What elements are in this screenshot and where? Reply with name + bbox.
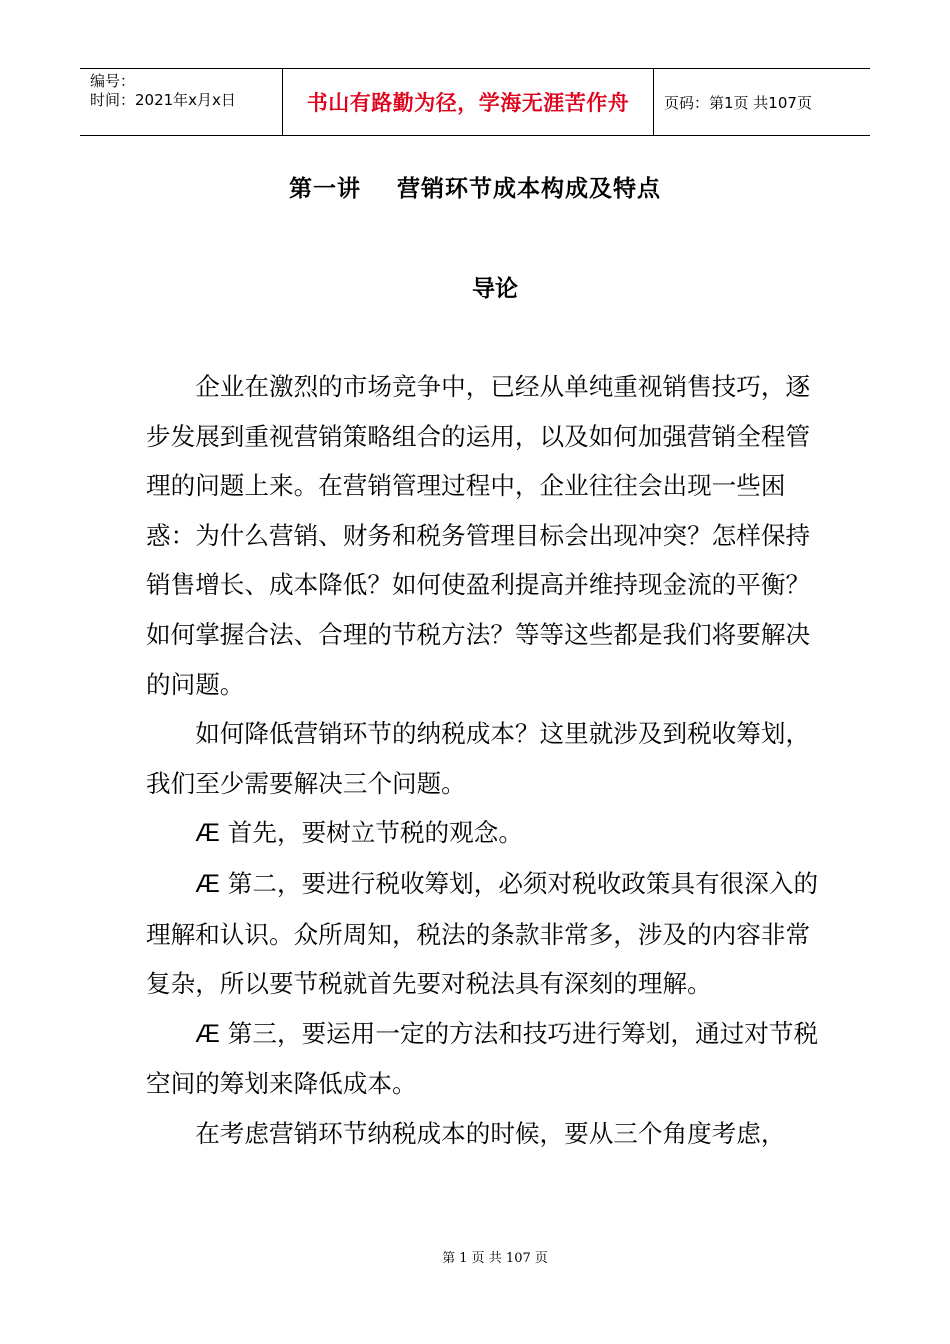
time-label: 时间：2021年x月x日 [90, 91, 236, 109]
document-body [146, 362, 826, 1159]
paragraph-text: 在考虑营销环节纳税成本的时候，要从三个角度考虑， [195, 1118, 786, 1148]
paragraph [146, 362, 826, 709]
paragraph-text: 企业在激烈的市场竞争中，已经从单纯重视销售技巧，逐步发展到重视营销策略组合的运用，以及如何加强营销全程管理的问题上来。在营销管理过程中，企业往往会出现一些困惑：为什么营销、财务和税务管理目标会出现冲突？怎样保持销售增长、成本降低？如何使盈利提高并维持现金流的平衡？如何掌握合法、合理的节税方法？等等这些都是我们将要解决的问题。 [146, 372, 811, 699]
bullet-marker: Æ [195, 820, 220, 848]
page-footer: 第 1 页 共 107 页 [442, 1251, 548, 1266]
number-label: 编号： [90, 72, 136, 90]
paragraph-text: 如何降低营销环节的纳税成本？这里就涉及到税收筹划，我们至少需要解决三个问题。 [146, 719, 811, 798]
bullet-paragraph [146, 859, 826, 1009]
header-motto: 书山有路勤为径，学海无涯苦作舟 [282, 69, 654, 135]
bullet-paragraph [146, 808, 826, 859]
header-meta [80, 69, 282, 135]
lecture-title: 第一讲 营销环节成本构成及特点 [288, 176, 662, 202]
section-title: 导论 [472, 276, 518, 302]
header-page-info: 页码：第1页 共107页 [664, 93, 812, 112]
bullet-marker: Æ [195, 870, 220, 898]
paragraph-text: 首先，要树立节税的观念。 [227, 818, 523, 848]
bullet-paragraph [146, 1009, 826, 1109]
paragraph-text: 第二，要进行税收筹划，必须对税收政策具有很深入的理解和认识。众所周知，税法的条款非常多，涉及的内容非常复杂，所以要节税就首先要对税法具有深刻的理解。 [146, 868, 819, 999]
bullet-marker: Æ [195, 1020, 220, 1048]
document-header [80, 68, 870, 136]
paragraph [146, 1109, 826, 1159]
paragraph-text: 第三，要运用一定的方法和技巧进行筹划，通过对节税空间的筹划来降低成本。 [146, 1018, 819, 1099]
paragraph [146, 709, 826, 808]
